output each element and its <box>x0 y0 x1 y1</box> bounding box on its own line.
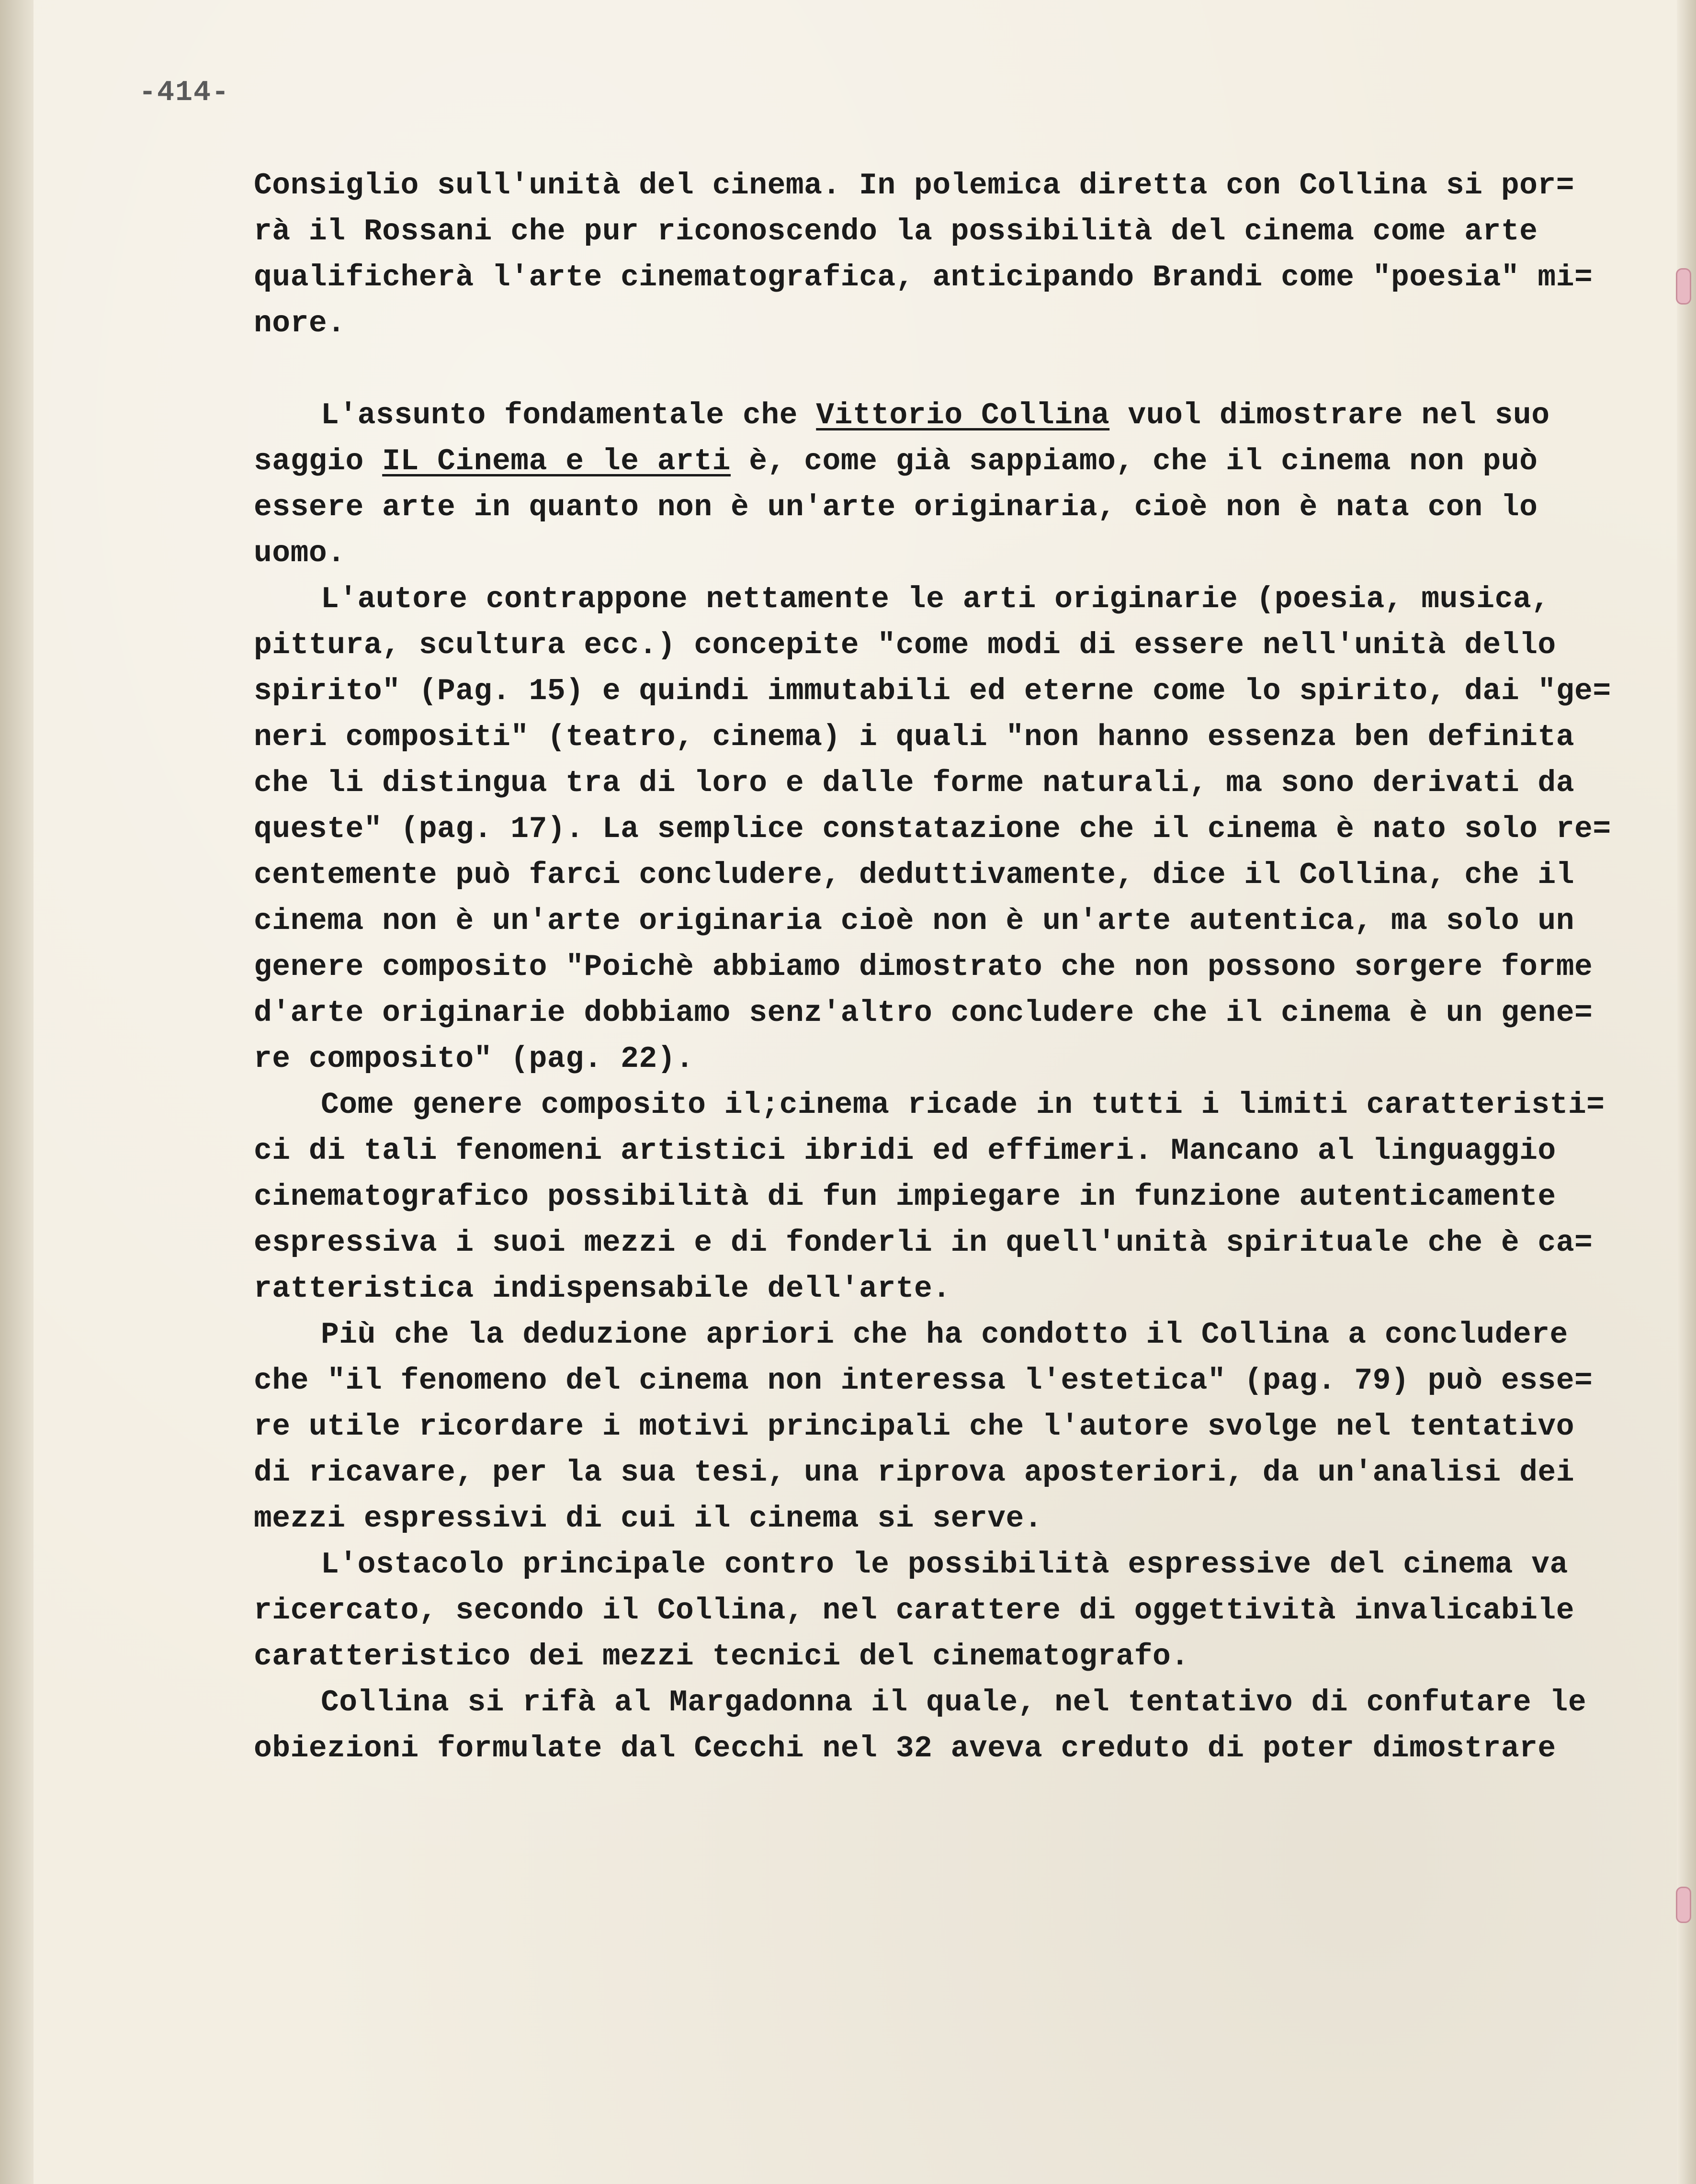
text-line: L'ostacolo principale contro le possibilità espressive del cinema va <box>321 1548 1568 1582</box>
text-line: genere composito "Poichè abbiamo dimostrato che non possono sorgere forme <box>254 950 1593 984</box>
text-line: di ricavare, per la sua tesi, una riprova aposteriori, da un'analisi dei <box>254 1456 1575 1490</box>
text-fragment: vuol dimostrare nel suo <box>1109 398 1550 432</box>
binder-ring-bottom <box>1676 1887 1691 1923</box>
text-line: d'arte originarie dobbiamo senz'altro concludere che il cinema è un gene= <box>254 996 1593 1030</box>
text-line: queste" (pag. 17). La semplice constatazione che il cinema è nato solo re= <box>254 812 1611 846</box>
text-line: re utile ricordare i motivi principali che l'autore svolge nel tentativo <box>254 1410 1575 1444</box>
text-line: nore. <box>254 306 346 340</box>
text-line: neri compositi" (teatro, cinema) i quali "non hanno essenza ben definita <box>254 720 1575 754</box>
text-line: ratteristica indispensabile dell'arte. <box>254 1272 951 1306</box>
text-line: Come genere composito il;cinema ricade in tutti i limiti caratteristi= <box>321 1088 1605 1122</box>
text-line: uomo. <box>254 536 346 570</box>
text-line: ricercato, secondo il Collina, nel carattere di oggettività invalicabile <box>254 1594 1575 1628</box>
text-line: che li distingua tra di loro e dalle forme naturali, ma sono derivati da <box>254 766 1575 800</box>
text-line: ci di tali fenomeni artistici ibridi ed effimeri. Mancano al linguaggio <box>254 1134 1556 1168</box>
text-line <box>254 393 1657 439</box>
text-line <box>254 439 1657 485</box>
text-line: centemente può farci concludere, deduttivamente, dice il Collina, che il <box>254 858 1575 892</box>
text-line: spirito" (Pag. 15) e quindi immutabili ed eterne come lo spirito, dai "ge= <box>254 674 1611 708</box>
text-fragment: L'assunto fondamentale che <box>321 398 816 432</box>
text-line: mezzi espressivi di cui il cinema si serve. <box>254 1502 1043 1536</box>
text-line: cinema non è un'arte originaria cioè non è un'arte autentica, ma solo un <box>254 904 1575 938</box>
page-number: -414- <box>139 77 230 109</box>
text-line: cinematografico possibilità di fun impiegare in funzione autenticamente <box>254 1180 1556 1214</box>
text-line: re composito" (pag. 22). <box>254 1042 694 1076</box>
text-fragment: è, come già sappiamo, che il cinema non può <box>730 444 1538 478</box>
text-line: caratteristico dei mezzi tecnici del cinematografo. <box>254 1640 1189 1674</box>
text-fragment: saggio <box>254 444 383 478</box>
text-line: L'autore contrappone nettamente le arti originarie (poesia, musica, <box>321 582 1550 616</box>
text-line: essere arte in quanto non è un'arte originaria, cioè non è nata con lo <box>254 490 1538 524</box>
text-line: rà il Rossani che pur riconoscendo la possibilità del cinema come arte <box>254 215 1538 249</box>
binder-ring-top <box>1676 268 1691 305</box>
typed-text-body <box>254 163 1657 1772</box>
text-line: che "il fenomeno del cinema non interessa l'estetica" (pag. 79) può esse= <box>254 1364 1593 1398</box>
text-line: Consiglio sull'unità del cinema. In polemica diretta con Collina si por= <box>254 169 1575 203</box>
binding-edge <box>0 0 34 2184</box>
page-right-edge <box>1677 0 1696 2184</box>
book-title-underlined: IL Cinema e le arti <box>382 444 731 478</box>
text-line: espressiva i suoi mezzi e di fonderli in quell'unità spirituale che è ca= <box>254 1226 1593 1260</box>
text-line: Più che la deduzione apriori che ha condotto il Collina a concludere <box>321 1318 1568 1352</box>
text-line: obiezioni formulate dal Cecchi nel 32 aveva creduto di poter dimostrare <box>254 1731 1556 1765</box>
text-line: qualificherà l'arte cinematografica, anticipando Brandi come "poesia" mi= <box>254 260 1593 294</box>
text-line: Collina si rifà al Margadonna il quale, nel tentativo di confutare le <box>321 1686 1587 1720</box>
text-line: pittura, scultura ecc.) concepite "come modi di essere nell'unità dello <box>254 628 1556 662</box>
author-name-underlined: Vittorio Collina <box>816 398 1110 432</box>
